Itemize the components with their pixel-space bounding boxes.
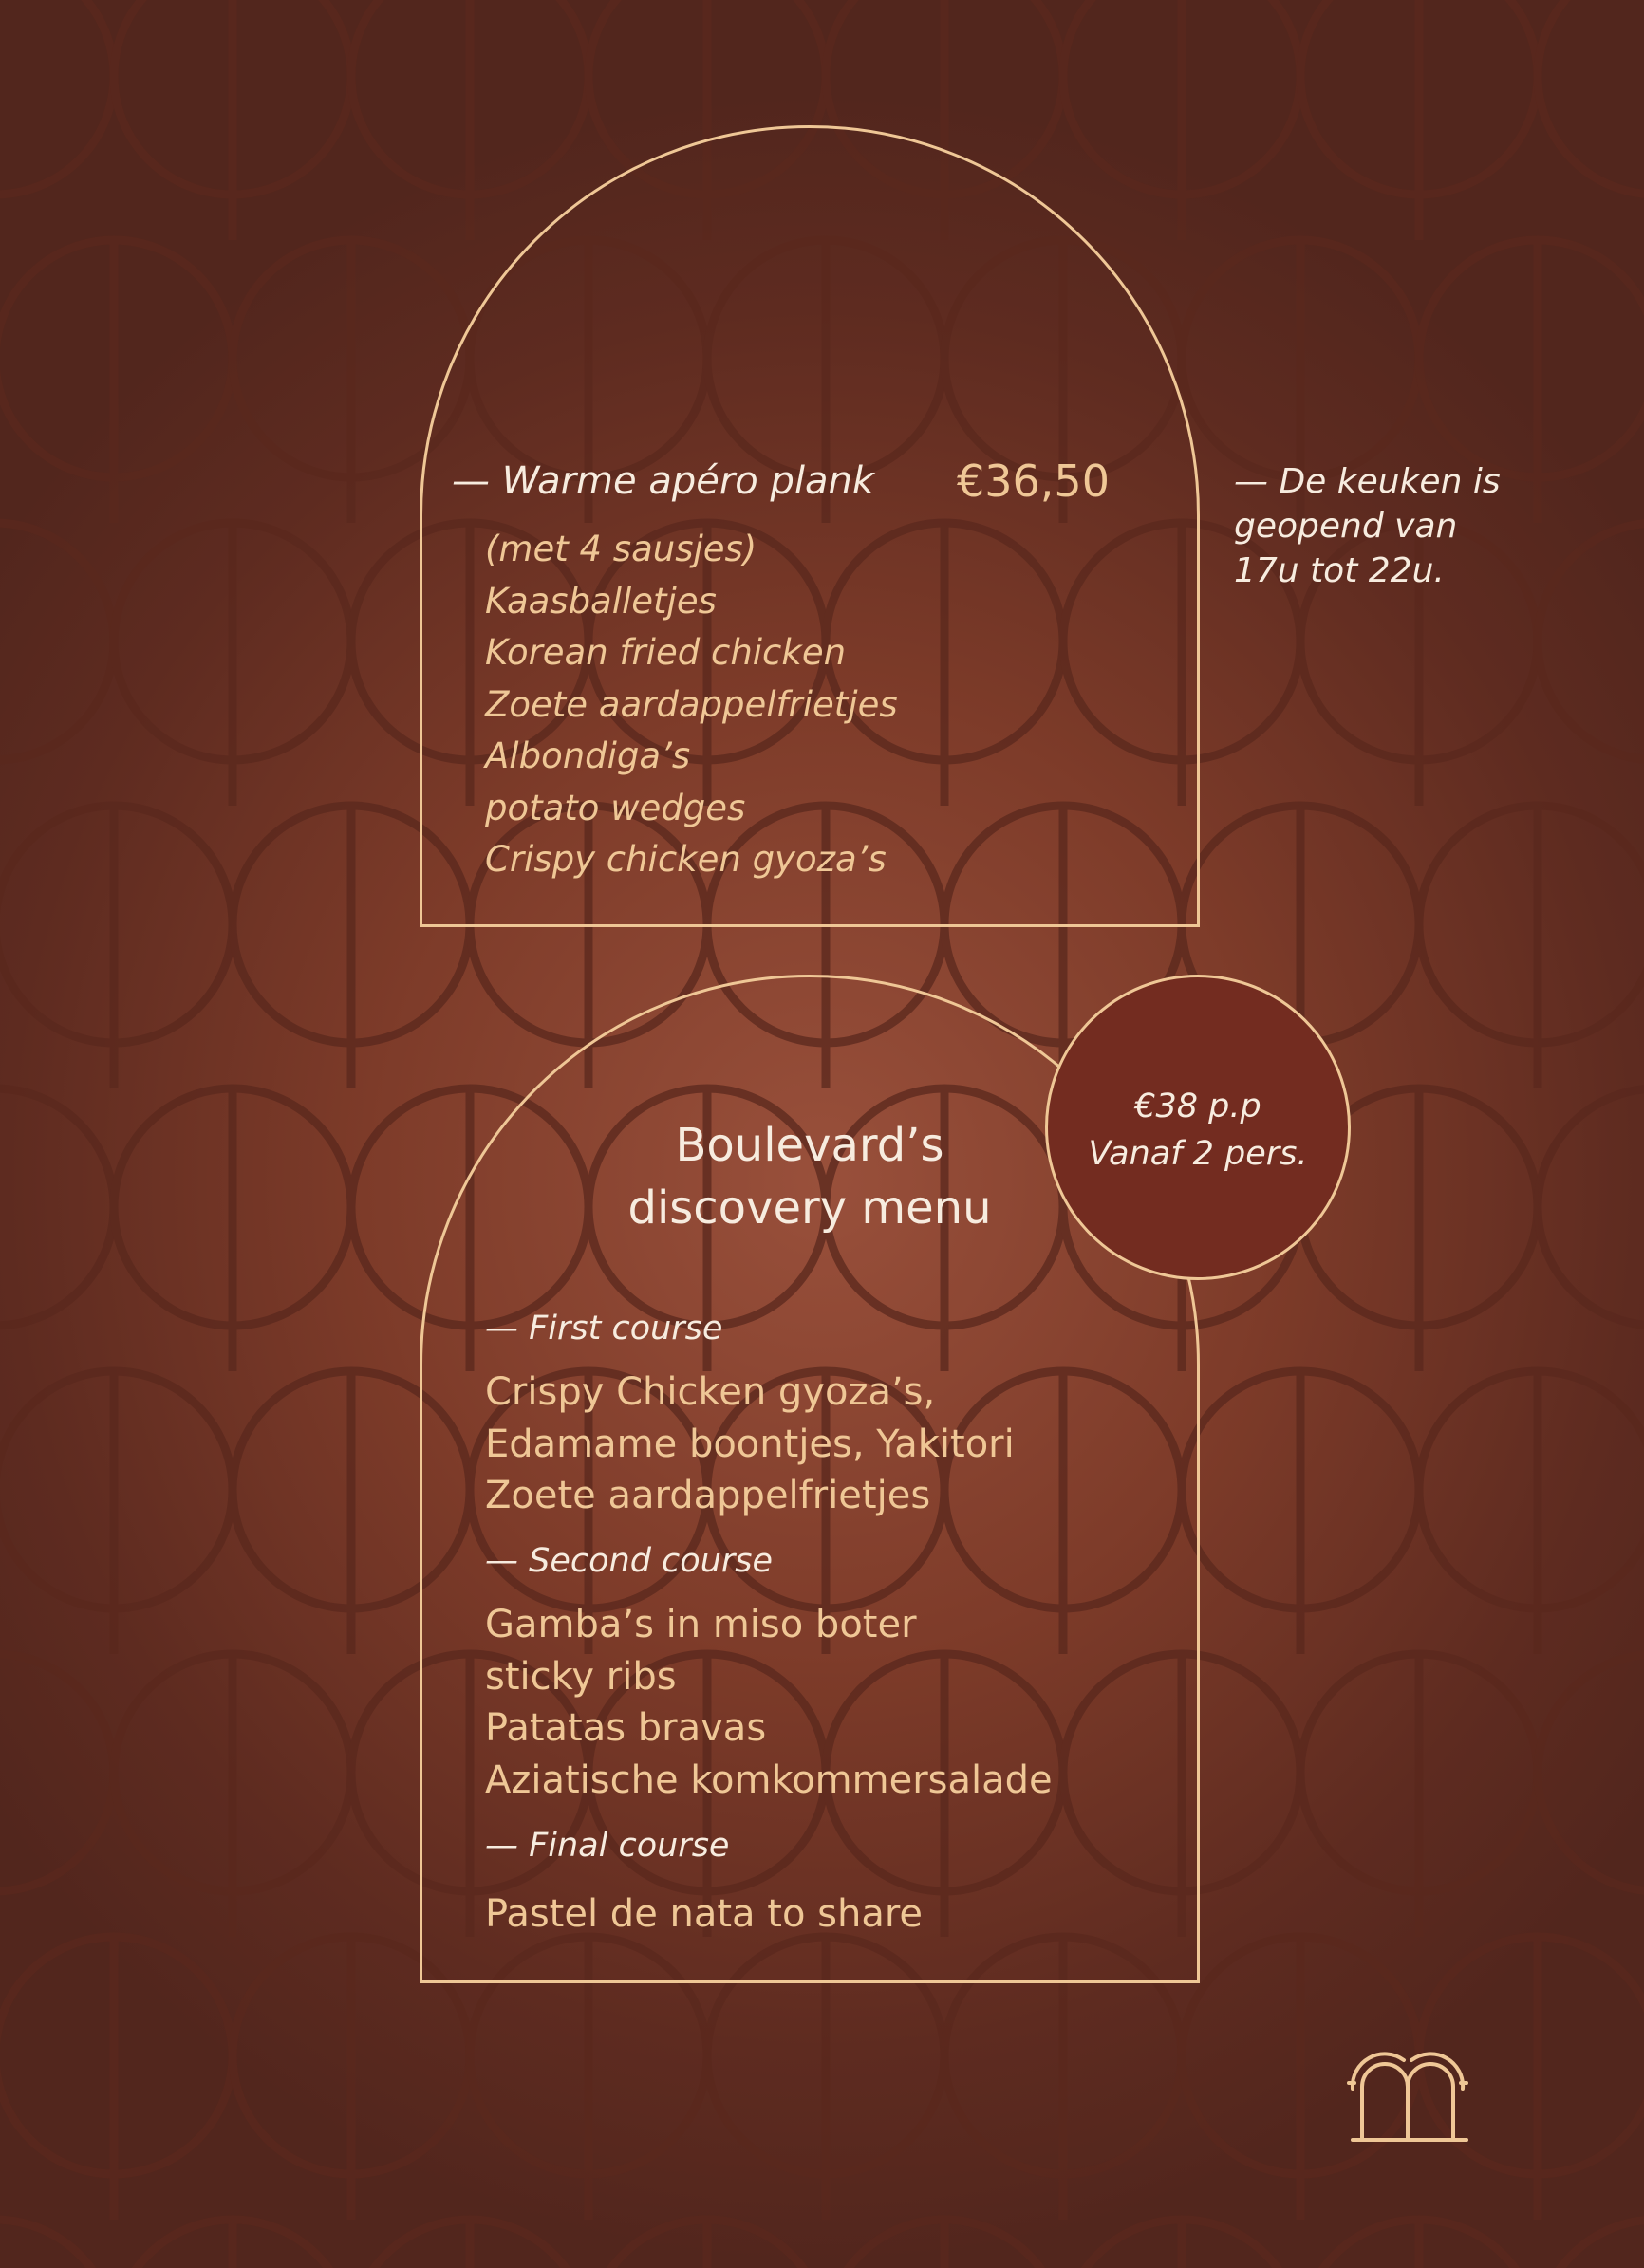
second-course-label: — Second course — [485, 1542, 774, 1580]
list-item: Crispy chicken gyoza’s — [485, 839, 887, 880]
badge-note: Vanaf 2 pers. — [1088, 1135, 1308, 1173]
first-course-label: — First course — [485, 1310, 723, 1348]
list-item: Korean fried chicken — [485, 632, 847, 673]
list-item: Kaasballetjes — [485, 580, 717, 622]
list-item: sticky ribs — [485, 1654, 677, 1699]
list-item: Crispy Chicken gyoza’s, — [485, 1370, 936, 1414]
kitchen-note-line: — De keuken is — [1234, 462, 1501, 501]
list-item: Albondiga’s — [485, 735, 691, 776]
list-item: Patatas bravas — [485, 1706, 767, 1750]
list-item: Gamba’s in miso boter — [485, 1603, 917, 1646]
plank-price: €36,50 — [957, 455, 1110, 507]
kitchen-note-line: 17u tot 22u. — [1234, 551, 1445, 590]
second-course-items — [485, 1599, 1053, 1806]
badge-price: €38 p.p — [1134, 1088, 1261, 1125]
title-line: Boulevard’s — [675, 1119, 944, 1172]
list-item: (met 4 sausjes) — [485, 529, 757, 569]
list-item: Zoete aardappelfrietjes — [485, 683, 898, 725]
plank-item-list — [485, 524, 898, 886]
plank-title: — Warme apéro plank — [452, 459, 874, 503]
double-arch-logo-icon — [1343, 2045, 1476, 2144]
final-course-label: — Final course — [485, 1827, 730, 1865]
list-item: Aziatische komkommersalade — [485, 1757, 1053, 1802]
kitchen-hours-note — [1234, 459, 1547, 593]
list-item: potato wedges — [485, 787, 746, 828]
discovery-menu-title — [514, 1114, 1105, 1239]
list-item: Edamame boontjes, Yakitori — [485, 1422, 1015, 1466]
first-course-items — [485, 1366, 1015, 1522]
list-item: Pastel de nata to share — [485, 1892, 924, 1936]
list-item: Zoete aardappelfrietjes — [485, 1474, 931, 1517]
final-course-items — [485, 1888, 923, 1941]
title-line: discovery menu — [627, 1181, 992, 1235]
kitchen-note-line: geopend van — [1234, 507, 1458, 546]
